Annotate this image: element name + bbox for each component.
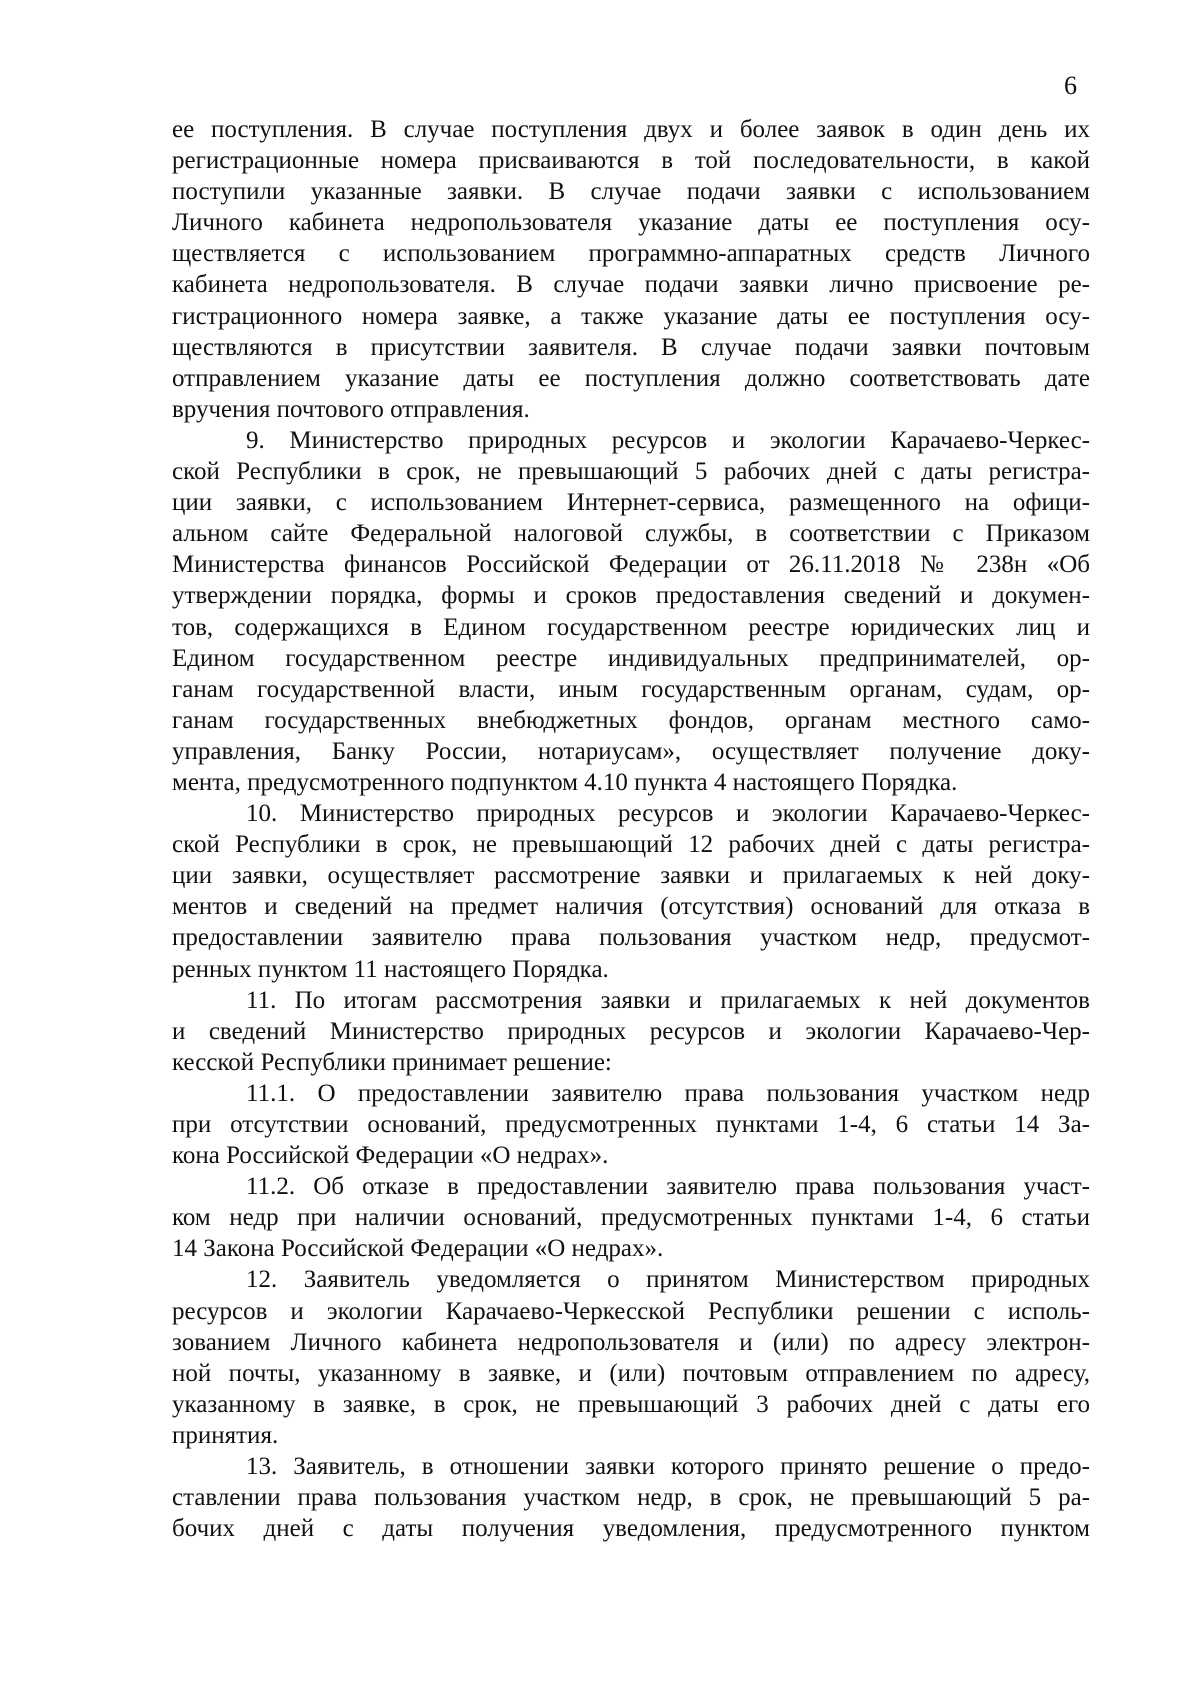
- text-line: управления, Банку России, нотариусам», осуществляет получение доку-: [172, 737, 1090, 765]
- text-line: ной почты, указанному в заявке, и (или) почтовым отправлением по адресу,: [172, 1359, 1090, 1387]
- paragraph: [172, 985, 1090, 1078]
- text-line: бочих дней с даты получения уведомления, предусмотренного пунктом: [172, 1515, 1090, 1543]
- text-line: мента, предусмотренного подпунктом 4.10 пункта 4 настоящего Порядка.: [172, 768, 958, 796]
- text-line: 10. Министерство природных ресурсов и экологии Карачаево-Черкес-: [246, 800, 1090, 828]
- text-line: принятия.: [172, 1421, 279, 1449]
- text-line: Министерства финансов Российской Федерации от 26.11.2018 № 238н «Об: [172, 551, 1090, 579]
- paragraph: [172, 1171, 1090, 1264]
- text-line: зованием Личного кабинета недропользователя и (или) по адресу электрон-: [172, 1328, 1090, 1356]
- text-line: ской Республики в срок, не превышающий 12 рабочих дней с даты регистра-: [172, 831, 1090, 859]
- text-line: предоставлении заявителю права пользования участком недр, предусмот-: [172, 924, 1090, 952]
- text-line: кона Российской Федерации «О недрах».: [172, 1142, 609, 1170]
- text-line: ресурсов и экологии Карачаево-Черкесской Республики решении с исполь-: [172, 1297, 1090, 1325]
- text-line: 13. Заявитель, в отношении заявки которого принято решение о предо-: [246, 1453, 1090, 1481]
- text-line: ренных пунктом 11 настоящего Порядка.: [172, 955, 609, 983]
- paragraph: [172, 425, 1090, 798]
- text-line: ской Республики в срок, не превышающий 5 рабочих дней с даты регистра-: [172, 458, 1090, 486]
- paragraph: [172, 1451, 1090, 1544]
- text-line: регистрационные номера присваиваются в той последовательности, в какой: [172, 147, 1090, 175]
- text-line: поступили указанные заявки. В случае подачи заявки с использованием: [172, 178, 1090, 206]
- text-line: отправлением указание даты ее поступления должно соответствовать дате: [172, 364, 1090, 392]
- text-line: гистрационного номера заявке, а также указание даты ее поступления осу-: [172, 302, 1090, 330]
- text-line: 9. Министерство природных ресурсов и экологии Карачаево-Черкес-: [246, 426, 1090, 454]
- document-body: [172, 114, 1090, 1544]
- paragraph: [172, 1264, 1090, 1451]
- paragraph: [172, 798, 1090, 985]
- text-line: Едином государственном реестре индивидуальных предпринимателей, ор-: [172, 644, 1090, 672]
- text-line: ществляются в присутствии заявителя. В случае подачи заявки почтовым: [172, 333, 1090, 361]
- text-line: ганам государственных внебюджетных фондов, органам местного само-: [172, 706, 1090, 734]
- text-line: указанному в заявке, в срок, не превышающий 3 рабочих дней с даты его: [172, 1390, 1090, 1418]
- text-line: тов, содержащихся в Едином государственном реестре юридических лиц и: [172, 613, 1090, 641]
- page-number: 6: [1064, 71, 1077, 100]
- text-line: ции заявки, с использованием Интернет-сервиса, размещенного на офици-: [172, 489, 1090, 517]
- text-line: ставлении права пользования участком недр, в срок, не превышающий 5 ра-: [172, 1484, 1090, 1512]
- text-line: 12. Заявитель уведомляется о принятом Министерством природных: [246, 1266, 1090, 1294]
- paragraph: [172, 1078, 1090, 1171]
- text-line: 11.2. Об отказе в предоставлении заявителю права пользования участ-: [246, 1173, 1090, 1201]
- text-line: вручения почтового отправления.: [172, 395, 530, 423]
- paragraph: [172, 114, 1090, 425]
- text-line: ее поступления. В случае поступления двух и более заявок в один день их: [172, 116, 1090, 143]
- text-line: ществляется с использованием программно-аппаратных средств Личного: [172, 240, 1090, 268]
- text-line: альном сайте Федеральной налоговой службы, в соответствии с Приказом: [172, 520, 1090, 548]
- text-line: ментов и сведений на предмет наличия (отсутствия) оснований для отказа в: [172, 893, 1090, 921]
- text-line: ганам государственной власти, иным государственным органам, судам, ор-: [172, 675, 1090, 703]
- text-line: кабинета недропользователя. В случае подачи заявки лично присвоение ре-: [172, 271, 1090, 299]
- text-line: кесской Республики принимает решение:: [172, 1048, 612, 1076]
- text-line: утверждении порядка, формы и сроков предоставления сведений и докумен-: [172, 582, 1090, 610]
- text-line: Личного кабинета недропользователя указание даты ее поступления осу-: [172, 209, 1090, 237]
- text-line: 14 Закона Российской Федерации «О недрах».: [172, 1235, 664, 1263]
- text-line: при отсутствии оснований, предусмотренных пунктами 1-4, 6 статьи 14 За-: [172, 1111, 1090, 1138]
- text-line: и сведений Министерство природных ресурсов и экологии Карачаево-Чер-: [172, 1017, 1090, 1045]
- text-line: 11.1. О предоставлении заявителю права пользования участком недр: [246, 1079, 1090, 1107]
- text-line: 11. По итогам рассмотрения заявки и прилагаемых к ней документов: [246, 986, 1090, 1014]
- text-line: ком недр при наличии оснований, предусмотренных пунктами 1-4, 6 статьи: [172, 1204, 1090, 1232]
- text-line: ции заявки, осуществляет рассмотрение заявки и прилагаемых к ней доку-: [172, 862, 1090, 890]
